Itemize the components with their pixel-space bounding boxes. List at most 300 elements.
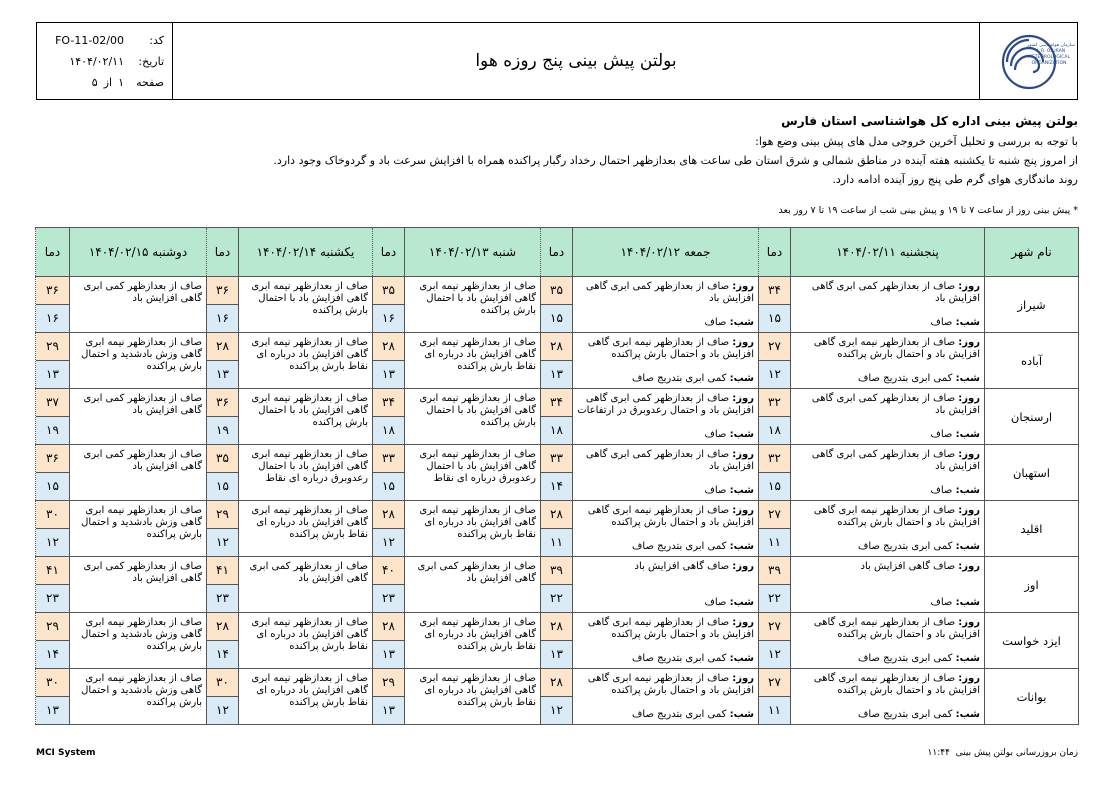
night-forecast bbox=[858, 653, 980, 665]
code-label: کد: bbox=[149, 33, 164, 47]
day-header-2: جمعه ۱۴۰۴/۰۲/۱۲ bbox=[573, 228, 759, 277]
svg-text:سازمان هواشناسی کشور: سازمان هواشناسی کشور bbox=[1026, 43, 1075, 48]
svg-text:METEOROLOGICAL: METEOROLOGICAL bbox=[1027, 55, 1070, 60]
max-temp: ۳۰ bbox=[36, 501, 69, 529]
night-prefix: شب: bbox=[729, 429, 754, 440]
max-temp: ۲۹ bbox=[36, 613, 69, 641]
min-temp: ۱۵ bbox=[36, 473, 69, 500]
day-prefix: روز: bbox=[732, 505, 754, 516]
max-temp: ۳۴ bbox=[759, 277, 790, 305]
min-temp: ۲۳ bbox=[207, 585, 238, 612]
max-temp: ۳۹ bbox=[759, 557, 790, 585]
max-temp: ۲۸ bbox=[541, 501, 572, 529]
city-name: ارسنجان bbox=[985, 389, 1079, 445]
temp-cell bbox=[207, 277, 239, 333]
day-forecast bbox=[795, 617, 980, 641]
max-temp: ۲۷ bbox=[759, 613, 790, 641]
max-temp: ۲۸ bbox=[373, 613, 404, 641]
max-temp: ۳۳ bbox=[541, 445, 572, 473]
min-temp: ۱۲ bbox=[759, 361, 790, 388]
forecast-cell: صاف از بعدازظهر کمی ابری گاهی افزایش باد bbox=[239, 557, 373, 613]
temp-cell bbox=[373, 445, 405, 501]
night-forecast bbox=[704, 485, 754, 497]
max-temp: ۲۹ bbox=[36, 333, 69, 361]
intro-line-2: از امروز پنج شنبه تا یکشنبه هفته آینده در مناطق شمالی و شرق استان طی ساعت های بعدازظهر احتمال رخداد رگبار پراکنده همراه با افزایش سرعت باد و گردوخاک وجود دارد. bbox=[273, 154, 1078, 167]
forecast-cell: صاف از بعدازظهر نیمه ابری گاهی افزایش باد درباره ای نقاط بارش پراکنده bbox=[239, 501, 373, 557]
max-temp: ۳۵ bbox=[207, 445, 238, 473]
day-text: صاف از بعدازظهر کمی ابری گاهی افزایش باد bbox=[811, 393, 980, 416]
min-temp: ۱۳ bbox=[541, 641, 572, 668]
forecast-cell bbox=[791, 501, 985, 557]
forecast-cell: صاف از بعدازظهر نیمه ابری گاهی افزایش باد با احتمال رعدوبرق درباره ای نقاط bbox=[239, 445, 373, 501]
day-forecast bbox=[795, 281, 980, 305]
forecast-cell: صاف از بعدازظهر نیمه ابری گاهی افزایش باد درباره ای نقاط بارش پراکنده bbox=[405, 333, 541, 389]
day-forecast bbox=[577, 505, 754, 529]
temp-cell bbox=[759, 669, 791, 725]
day-text: صاف از بعدازظهر نیمه ابری گاهی افزایش باد و احتمال بارش پراکنده bbox=[587, 505, 754, 528]
night-text: صاف bbox=[930, 429, 953, 440]
forecast-cell: صاف از بعدازظهر نیمه ابری گاهی وزش بادشدید و احتمال بارش پراکنده bbox=[70, 333, 207, 389]
table-row bbox=[36, 557, 1079, 613]
day-forecast bbox=[795, 337, 980, 361]
night-text: صاف bbox=[704, 317, 727, 328]
temp-cell bbox=[207, 613, 239, 669]
bulletin-footer bbox=[36, 748, 1078, 762]
day-forecast bbox=[577, 673, 754, 697]
forecast-cell bbox=[573, 557, 759, 613]
day-prefix: روز: bbox=[958, 673, 980, 684]
night-forecast bbox=[632, 541, 754, 553]
forecast-cell: صاف از بعدازظهر نیمه ابری گاهی افزایش باد با احتمال بارش پراکنده bbox=[405, 277, 541, 333]
min-temp: ۱۹ bbox=[207, 417, 238, 444]
min-temp: ۱۲ bbox=[207, 529, 238, 556]
forecast-cell bbox=[573, 277, 759, 333]
night-prefix: شب: bbox=[955, 373, 980, 384]
max-temp: ۲۹ bbox=[207, 501, 238, 529]
night-prefix: شب: bbox=[955, 541, 980, 552]
forecast-cell: صاف از بعدازظهر نیمه ابری گاهی افزایش باد درباره ای نقاط بارش پراکنده bbox=[239, 613, 373, 669]
temp-cell bbox=[36, 613, 70, 669]
min-temp: ۱۱ bbox=[759, 697, 790, 724]
day-text: صاف گاهی افزایش باد bbox=[860, 561, 956, 572]
min-temp: ۱۳ bbox=[541, 361, 572, 388]
night-text: کمی ابری بتدریج صاف bbox=[858, 653, 953, 664]
day-prefix: روز: bbox=[958, 505, 980, 516]
intro-line-1: با توجه به بررسی و تحلیل آخرین خروجی مدل های پیش بینی وضع هوا: bbox=[755, 135, 1078, 148]
temp-cell bbox=[373, 501, 405, 557]
forecast-cell: صاف از بعدازظهر نیمه ابری گاهی وزش بادشدید و احتمال بارش پراکنده bbox=[70, 501, 207, 557]
city-name: استهبان bbox=[985, 445, 1079, 501]
min-temp: ۱۳ bbox=[373, 361, 404, 388]
max-temp: ۳۴ bbox=[373, 389, 404, 417]
min-temp: ۲۲ bbox=[541, 585, 572, 612]
forecast-cell: صاف از بعدازظهر نیمه ابری گاهی افزایش باد با احتمال بارش پراکنده bbox=[239, 277, 373, 333]
min-temp: ۱۸ bbox=[373, 417, 404, 444]
min-temp: ۱۳ bbox=[207, 361, 238, 388]
max-temp: ۴۱ bbox=[36, 557, 69, 585]
day-prefix: روز: bbox=[732, 393, 754, 404]
temp-cell bbox=[541, 333, 573, 389]
min-temp: ۱۵ bbox=[759, 473, 790, 500]
day-prefix: روز: bbox=[732, 337, 754, 348]
min-temp: ۱۲ bbox=[36, 529, 69, 556]
forecast-cell bbox=[573, 445, 759, 501]
city-name: بوانات bbox=[985, 669, 1079, 725]
min-temp: ۱۵ bbox=[207, 473, 238, 500]
day-text: صاف از بعدازظهر نیمه ابری گاهی افزایش باد و احتمال بارش پراکنده bbox=[813, 617, 980, 640]
night-forecast bbox=[858, 373, 980, 385]
max-temp: ۳۰ bbox=[207, 669, 238, 697]
night-prefix: شب: bbox=[729, 373, 754, 384]
forecast-cell: صاف از بعدازظهر نیمه ابری گاهی افزایش باد درباره ای نقاط بارش پراکنده bbox=[405, 501, 541, 557]
table-row bbox=[36, 613, 1079, 669]
max-temp: ۲۸ bbox=[541, 669, 572, 697]
night-text: صاف bbox=[704, 597, 727, 608]
night-forecast bbox=[632, 653, 754, 665]
max-temp: ۳۹ bbox=[541, 557, 572, 585]
min-temp: ۱۲ bbox=[541, 697, 572, 724]
bulletin-header bbox=[36, 22, 1078, 100]
max-temp: ۳۲ bbox=[759, 445, 790, 473]
temp-cell bbox=[373, 669, 405, 725]
night-text: کمی ابری بتدریج صاف bbox=[632, 653, 727, 664]
night-text: کمی ابری بتدریج صاف bbox=[858, 541, 953, 552]
day-text: صاف از بعدازظهر کمی ابری گاهی افزایش باد و احتمال رعدوبرق در ارتفاعات bbox=[577, 393, 754, 416]
night-forecast bbox=[930, 597, 980, 609]
min-temp: ۲۲ bbox=[759, 585, 790, 612]
min-temp: ۱۶ bbox=[373, 305, 404, 332]
day-forecast bbox=[577, 617, 754, 641]
temp-cell bbox=[373, 389, 405, 445]
forecast-cell bbox=[791, 557, 985, 613]
temp-cell bbox=[541, 557, 573, 613]
day-prefix: روز: bbox=[732, 673, 754, 684]
page-row bbox=[45, 72, 164, 93]
night-prefix: شب: bbox=[729, 709, 754, 720]
min-temp: ۱۲ bbox=[207, 697, 238, 724]
temp-header-3: دما bbox=[373, 228, 405, 277]
max-temp: ۲۷ bbox=[759, 501, 790, 529]
day-forecast bbox=[577, 561, 754, 573]
max-temp: ۲۸ bbox=[373, 333, 404, 361]
forecast-cell: صاف از بعدازظهر کمی ابری گاهی افزایش باد bbox=[70, 389, 207, 445]
day-prefix: روز: bbox=[958, 617, 980, 628]
temp-header-4: دما bbox=[207, 228, 239, 277]
temp-cell bbox=[207, 669, 239, 725]
forecast-cell: صاف از بعدازظهر نیمه ابری گاهی افزایش باد با احتمال بارش پراکنده bbox=[405, 389, 541, 445]
day-forecast bbox=[577, 449, 754, 473]
max-temp: ۳۵ bbox=[541, 277, 572, 305]
night-prefix: شب: bbox=[729, 485, 754, 496]
day-text: صاف از بعدازظهر نیمه ابری گاهی افزایش باد و احتمال بارش پراکنده bbox=[587, 673, 754, 696]
forecast-table-body bbox=[36, 277, 1079, 725]
day-text: صاف از بعدازظهر نیمه ابری گاهی افزایش باد و احتمال بارش پراکنده bbox=[813, 505, 980, 528]
night-prefix: شب: bbox=[955, 653, 980, 664]
day-prefix: روز: bbox=[732, 617, 754, 628]
max-temp: ۲۸ bbox=[207, 333, 238, 361]
temp-cell bbox=[36, 557, 70, 613]
night-prefix: شب: bbox=[955, 709, 980, 720]
city-name: ایزد خواست bbox=[985, 613, 1079, 669]
temp-cell bbox=[541, 613, 573, 669]
forecast-cell bbox=[573, 389, 759, 445]
forecast-cell: صاف از بعدازظهر نیمه ابری گاهی افزایش باد با احتمال رعدوبرق درباره ای نقاط bbox=[405, 445, 541, 501]
temp-cell bbox=[36, 669, 70, 725]
night-prefix: شب: bbox=[729, 317, 754, 328]
day-header-5: دوشنبه ۱۴۰۴/۰۲/۱۵ bbox=[70, 228, 207, 277]
min-temp: ۱۲ bbox=[373, 529, 404, 556]
day-forecast bbox=[795, 673, 980, 697]
night-forecast bbox=[704, 597, 754, 609]
temp-cell bbox=[373, 333, 405, 389]
table-row bbox=[36, 277, 1079, 333]
forecast-cell: صاف از بعدازظهر نیمه ابری گاهی افزایش باد درباره ای نقاط بارش پراکنده bbox=[405, 669, 541, 725]
temp-cell bbox=[759, 613, 791, 669]
min-temp: ۱۳ bbox=[373, 697, 404, 724]
day-text: صاف از بعدازظهر نیمه ابری گاهی افزایش باد و احتمال بارش پراکنده bbox=[587, 337, 754, 360]
bulletin-title: بولتن پیش بینی پنج روزه هوا bbox=[475, 51, 677, 71]
min-temp: ۱۴ bbox=[541, 473, 572, 500]
night-forecast bbox=[858, 709, 980, 721]
temp-cell bbox=[541, 501, 573, 557]
forecast-cell: صاف از بعدازظهر نیمه ابری گاهی وزش بادشدید و احتمال بارش پراکنده bbox=[70, 669, 207, 725]
night-forecast bbox=[930, 317, 980, 329]
max-temp: ۲۸ bbox=[207, 613, 238, 641]
temp-cell bbox=[373, 557, 405, 613]
temp-cell bbox=[541, 277, 573, 333]
min-temp: ۱۵ bbox=[541, 305, 572, 332]
night-text: صاف bbox=[930, 317, 953, 328]
temp-cell bbox=[541, 445, 573, 501]
night-prefix: شب: bbox=[729, 597, 754, 608]
forecast-cell: صاف از بعدازظهر نیمه ابری گاهی وزش بادشدید و احتمال بارش پراکنده bbox=[70, 613, 207, 669]
night-forecast bbox=[930, 485, 980, 497]
city-name: اوز bbox=[985, 557, 1079, 613]
intro-line-3: روند ماندگاری هوای گرم طی پنج روز آینده ادامه دارد. bbox=[832, 173, 1078, 186]
table-row bbox=[36, 669, 1079, 725]
night-forecast bbox=[930, 429, 980, 441]
temp-cell bbox=[36, 445, 70, 501]
day-forecast bbox=[577, 281, 754, 305]
min-temp: ۱۴ bbox=[207, 641, 238, 668]
night-forecast bbox=[858, 541, 980, 553]
forecast-cell bbox=[573, 501, 759, 557]
date-row bbox=[45, 51, 164, 72]
day-prefix: روز: bbox=[958, 393, 980, 404]
night-prefix: شب: bbox=[955, 485, 980, 496]
temp-cell bbox=[541, 669, 573, 725]
city-name: آباده bbox=[985, 333, 1079, 389]
min-temp: ۱۴ bbox=[36, 641, 69, 668]
max-temp: ۳۷ bbox=[36, 389, 69, 417]
min-temp: ۱۳ bbox=[36, 697, 69, 724]
day-text: صاف از بعدازظهر نیمه ابری گاهی افزایش باد و احتمال بارش پراکنده bbox=[587, 617, 754, 640]
day-header-4: یکشنبه ۱۴۰۴/۰۲/۱۴ bbox=[239, 228, 373, 277]
temp-cell bbox=[207, 501, 239, 557]
night-text: کمی ابری بتدریج صاف bbox=[632, 709, 727, 720]
min-temp: ۲۳ bbox=[36, 585, 69, 612]
page-current: ۱ bbox=[118, 75, 124, 89]
page-of: از bbox=[103, 75, 113, 89]
max-temp: ۳۰ bbox=[36, 669, 69, 697]
max-temp: ۲۷ bbox=[759, 333, 790, 361]
day-text: صاف از بعدازظهر کمی ابری گاهی افزایش باد bbox=[585, 281, 754, 304]
min-temp: ۱۲ bbox=[759, 641, 790, 668]
night-prefix: شب: bbox=[955, 597, 980, 608]
forecast-cell: صاف از بعدازظهر نیمه ابری گاهی افزایش باد با احتمال بارش پراکنده bbox=[239, 389, 373, 445]
night-forecast bbox=[704, 317, 754, 329]
temp-cell bbox=[759, 557, 791, 613]
forecast-cell: صاف از بعدازظهر کمی ابری گاهی افزایش باد bbox=[70, 445, 207, 501]
night-text: کمی ابری بتدریج صاف bbox=[858, 373, 953, 384]
organization-title: بولتن پیش بینی اداره کل هواشناسی استان فارس bbox=[781, 114, 1078, 128]
night-text: صاف bbox=[704, 429, 727, 440]
forecast-cell: صاف از بعدازظهر کمی ابری گاهی افزایش باد bbox=[70, 557, 207, 613]
temp-cell bbox=[759, 277, 791, 333]
forecast-table bbox=[35, 227, 1079, 725]
min-temp: ۱۸ bbox=[759, 417, 790, 444]
system-name: MCI System bbox=[36, 748, 96, 758]
forecast-cell: صاف از بعدازظهر نیمه ابری گاهی افزایش باد درباره ای نقاط بارش پراکنده bbox=[405, 613, 541, 669]
day-text: صاف از بعدازظهر کمی ابری گاهی افزایش باد bbox=[811, 449, 980, 472]
table-header-row bbox=[36, 228, 1079, 277]
temp-cell bbox=[541, 389, 573, 445]
temp-cell bbox=[207, 445, 239, 501]
min-temp: ۱۱ bbox=[759, 529, 790, 556]
forecast-cell bbox=[791, 669, 985, 725]
document-info bbox=[37, 23, 173, 99]
temp-cell bbox=[373, 613, 405, 669]
max-temp: ۳۶ bbox=[36, 277, 69, 305]
forecast-cell bbox=[573, 613, 759, 669]
max-temp: ۳۶ bbox=[36, 445, 69, 473]
day-prefix: روز: bbox=[958, 281, 980, 292]
max-temp: ۳۵ bbox=[373, 277, 404, 305]
page-total: ۵ bbox=[91, 75, 98, 89]
day-text: صاف از بعدازظهر نیمه ابری گاهی افزایش باد و احتمال بارش پراکنده bbox=[813, 337, 980, 360]
min-temp: ۱۸ bbox=[541, 417, 572, 444]
max-temp: ۴۱ bbox=[207, 557, 238, 585]
temp-cell bbox=[207, 557, 239, 613]
temp-cell bbox=[36, 277, 70, 333]
forecast-cell bbox=[791, 445, 985, 501]
max-temp: ۳۶ bbox=[207, 389, 238, 417]
day-prefix: روز: bbox=[732, 561, 754, 572]
update-time bbox=[928, 748, 1078, 762]
date-label: تاریخ: bbox=[138, 54, 164, 68]
temp-header-1: دما bbox=[759, 228, 791, 277]
forecast-cell bbox=[573, 333, 759, 389]
day-prefix: روز: bbox=[958, 449, 980, 460]
forecast-cell: صاف از بعدازظهر کمی ابری گاهی افزایش باد bbox=[405, 557, 541, 613]
day-prefix: روز: bbox=[732, 449, 754, 460]
forecast-cell: صاف از بعدازظهر نیمه ابری گاهی افزایش باد درباره ای نقاط بارش پراکنده bbox=[239, 333, 373, 389]
night-prefix: شب: bbox=[729, 653, 754, 664]
table-row bbox=[36, 501, 1079, 557]
update-time-value: ۱۱:۴۴ bbox=[927, 748, 950, 758]
night-forecast bbox=[632, 709, 754, 721]
table-row bbox=[36, 389, 1079, 445]
forecast-cell bbox=[791, 277, 985, 333]
page-label: صفحه bbox=[136, 75, 164, 89]
night-prefix: شب: bbox=[729, 541, 754, 552]
night-text: صاف bbox=[704, 485, 727, 496]
night-text: صاف bbox=[930, 597, 953, 608]
max-temp: ۴۰ bbox=[373, 557, 404, 585]
svg-text:I. R. OF IRAN: I. R. OF IRAN bbox=[1036, 49, 1065, 54]
day-forecast bbox=[795, 561, 980, 573]
update-label: زمان بروزرسانی بولتن پیش بینی bbox=[955, 748, 1078, 758]
max-temp: ۳۳ bbox=[373, 445, 404, 473]
temp-cell bbox=[759, 445, 791, 501]
forecast-cell bbox=[573, 669, 759, 725]
max-temp: ۲۸ bbox=[541, 333, 572, 361]
day-prefix: روز: bbox=[958, 337, 980, 348]
min-temp: ۲۳ bbox=[373, 585, 404, 612]
day-forecast bbox=[795, 393, 980, 417]
day-forecast bbox=[795, 449, 980, 473]
night-text: کمی ابری بتدریج صاف bbox=[632, 541, 727, 552]
night-text: صاف bbox=[930, 485, 953, 496]
min-temp: ۱۳ bbox=[373, 641, 404, 668]
forecast-cell bbox=[791, 389, 985, 445]
forecast-cell bbox=[791, 613, 985, 669]
max-temp: ۲۸ bbox=[373, 501, 404, 529]
day-text: صاف از بعدازظهر نیمه ابری گاهی افزایش باد و احتمال بارش پراکنده bbox=[813, 673, 980, 696]
temp-cell bbox=[36, 501, 70, 557]
day-prefix: روز: bbox=[958, 561, 980, 572]
day-prefix: روز: bbox=[732, 281, 754, 292]
max-temp: ۳۶ bbox=[207, 277, 238, 305]
day-text: صاف گاهی افزایش باد bbox=[634, 561, 730, 572]
day-header-1: پنجشنبه ۱۴۰۴/۰۲/۱۱ bbox=[791, 228, 985, 277]
temp-cell bbox=[759, 389, 791, 445]
temp-cell bbox=[36, 389, 70, 445]
min-temp: ۱۵ bbox=[759, 305, 790, 332]
max-temp: ۳۲ bbox=[759, 389, 790, 417]
forecast-cell: صاف از بعدازظهر نیمه ابری گاهی افزایش باد درباره ای نقاط بارش پراکنده bbox=[239, 669, 373, 725]
table-row bbox=[36, 445, 1079, 501]
swirl-logo-icon bbox=[989, 30, 1075, 92]
max-temp: ۲۷ bbox=[759, 669, 790, 697]
date-value: ۱۴۰۴/۰۲/۱۱ bbox=[69, 54, 124, 68]
night-forecast bbox=[704, 429, 754, 441]
code-row bbox=[45, 30, 164, 51]
night-text: کمی ابری بتدریج صاف bbox=[858, 709, 953, 720]
day-text: صاف از بعدازظهر کمی ابری گاهی افزایش باد bbox=[585, 449, 754, 472]
night-prefix: شب: bbox=[955, 429, 980, 440]
night-text: کمی ابری بتدریج صاف bbox=[632, 373, 727, 384]
svg-text:ORGANIZATION: ORGANIZATION bbox=[1031, 61, 1066, 66]
max-temp: ۲۸ bbox=[541, 613, 572, 641]
city-name: اقلید bbox=[985, 501, 1079, 557]
min-temp: ۱۶ bbox=[36, 305, 69, 332]
temp-cell bbox=[207, 389, 239, 445]
meteorological-organization-logo bbox=[979, 23, 1077, 99]
forecast-cell: صاف از بعدازظهر کمی ابری گاهی افزایش باد bbox=[70, 277, 207, 333]
temp-cell bbox=[373, 277, 405, 333]
temp-header-5: دما bbox=[36, 228, 70, 277]
temp-cell bbox=[207, 333, 239, 389]
night-forecast bbox=[632, 373, 754, 385]
city-header: نام شهر bbox=[985, 228, 1079, 277]
max-temp: ۳۴ bbox=[541, 389, 572, 417]
min-temp: ۱۳ bbox=[36, 361, 69, 388]
min-temp: ۱۶ bbox=[207, 305, 238, 332]
temp-cell bbox=[759, 333, 791, 389]
day-header-3: شنبه ۱۴۰۴/۰۲/۱۳ bbox=[405, 228, 541, 277]
bulletin-intro bbox=[36, 110, 1078, 189]
